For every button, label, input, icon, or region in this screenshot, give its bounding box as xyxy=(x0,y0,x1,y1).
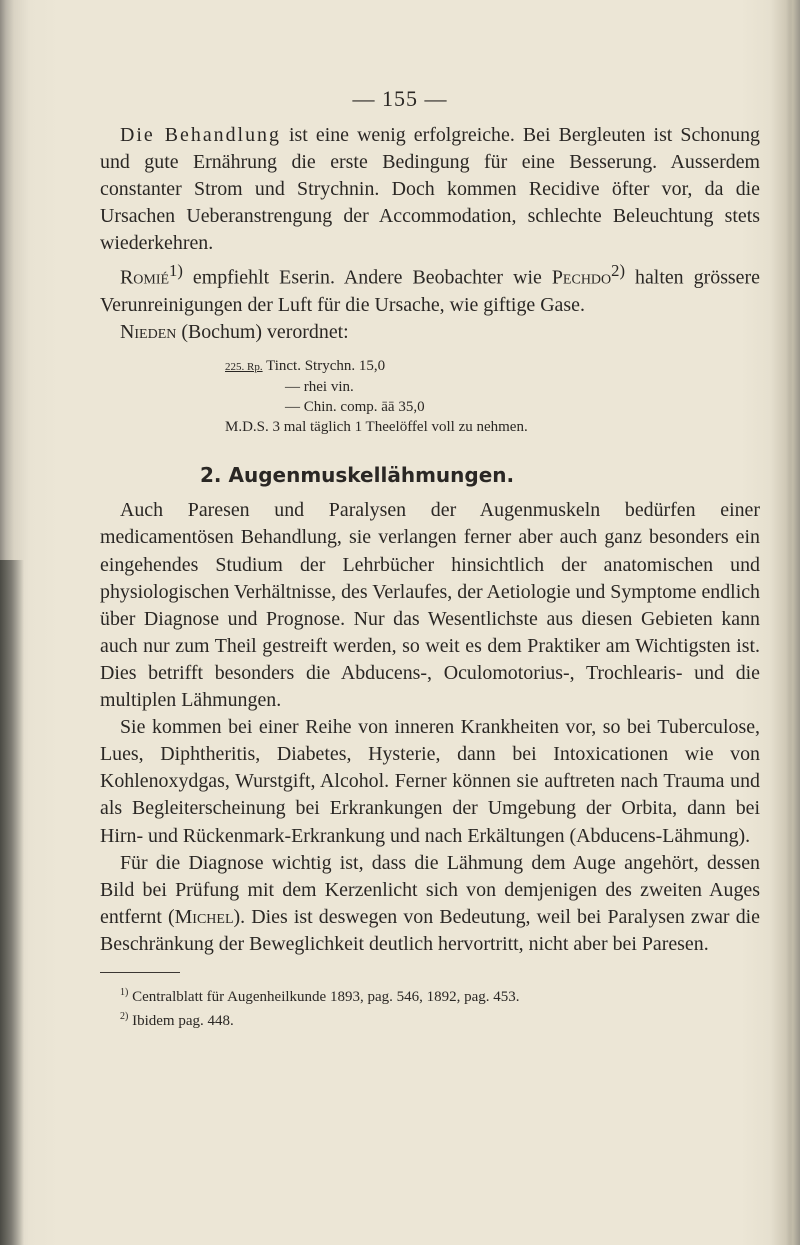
page-number: — 155 — xyxy=(352,86,448,111)
footnotes xyxy=(100,983,760,1031)
prescription-line xyxy=(225,417,760,437)
page-edge xyxy=(788,0,800,1245)
footnote-divider xyxy=(100,972,180,973)
author-name: Pechdo xyxy=(551,267,612,290)
author-name: Nieden xyxy=(120,321,177,344)
footnote-text: Centralblatt für Augenheilkunde 1893, pag. 546, 1892, pag. 453. xyxy=(132,988,520,1005)
paragraph-text: halten grössere Verunreinigungen der Luft für die Ursache, wie giftige Gase. xyxy=(100,267,760,317)
lead-term: Die Behandlung xyxy=(120,124,281,146)
paragraph-treatment xyxy=(100,122,760,257)
paragraph-causes: Sie kommen bei einer Reihe von inneren Krankheiten vor, so bei Tuberculose, Lues, Diphtheritis, Diabetes, Hysterie, dann bei Intoxicationen wie von Kohlenoxydgas, Wurstgift, Alcohol. Ferner können sie auftreten nach Trauma und als Begleiterscheinung bei Erkrankungen der Umgebung der Orbita, dann bei Hirn- und Rückenmark-Erkrankung und nach Erkältungen (Abducens-Lähmung). xyxy=(100,716,760,847)
paragraph-text: ). Dies ist deswegen von Bedeutung, weil bei Paralysen zwar die Beschränkung der Beweglichkeit deutlich hervortritt, nicht aber bei Paresen. xyxy=(100,905,760,955)
prescription xyxy=(225,356,760,437)
prescription-item: — rhei vin. xyxy=(285,379,354,396)
paragraph-diagnosis xyxy=(100,850,760,958)
footnote-ref: 1) xyxy=(169,261,183,281)
prescription-line xyxy=(225,377,760,397)
footnote-text: Ibidem pag. 448. xyxy=(132,1012,234,1029)
paragraph-paresen: Auch Paresen und Paralysen der Augenmuskeln bedürfen einer medicamentösen Behandlung, sie verlangen ferner aber auch ganz besonders ein eingehendes Studium der Lehrbücher hinsichtlich der anatomischen und physiologischen Verhältnisse, des Verlaufes, der Aetiologie und Symptome endlich über Diagnose und Prognose. Nur das Wesentlichste aus diesen Gebieten kann auch nur zum Theil gestreift werden, so weit es dem Praktiker am Wichtigsten ist. Dies betrifft besonders die Abducens-, Oculomotorius-, Trochlearis- und die multiplen Lähmungen. xyxy=(100,499,760,712)
author-name: Michel xyxy=(174,905,234,928)
section-heading: 2. Augenmuskellähmungen. xyxy=(200,463,515,488)
prescription-item: Tinct. Strychn. 15,0 xyxy=(266,358,386,375)
paragraph-romie xyxy=(100,257,760,319)
prescription-item: — Chin. comp. āā 35,0 xyxy=(285,399,425,416)
prescription-number: 225. Rp. xyxy=(225,361,263,374)
paragraph-text: Für die Diagnose wichtig ist, dass die Lähmung dem Auge angehört, dessen Bild bei Prüfung mit dem Kerzenlicht sich von demjenigen des zweiten Auges entfernt ( xyxy=(100,851,760,928)
footnote-ref: 2) xyxy=(611,261,625,281)
page-body xyxy=(100,122,760,1031)
binding-shadow xyxy=(0,560,24,1245)
paragraph-text: (Bochum) verordnet: xyxy=(181,321,349,344)
author-name: Romié xyxy=(120,267,170,290)
paragraph-nieden xyxy=(100,319,760,346)
prescription-line xyxy=(225,356,760,377)
footnote xyxy=(120,1007,760,1031)
footnote xyxy=(120,983,760,1007)
footnote-marker: 2) xyxy=(120,1010,129,1022)
paragraph-text: ist eine wenig erfolgreiche. Bei Bergleuten ist Schonung und gute Ernährung die erste Bedingung für eine Besserung. Ausserdem constanter Strom und Strychnin. Doch kommen Recidive öfter vor, da die Ursachen Ueberanstrengung der Accommodation, schlechte Beleuchtung stets wiederkehren. xyxy=(100,124,760,255)
footnote-marker: 1) xyxy=(120,986,129,998)
prescription-item: M.D.S. 3 mal täglich 1 Theelöffel voll zu nehmen. xyxy=(225,419,528,436)
paragraph-text: empfiehlt Eserin. Andere Beobachter wie xyxy=(192,267,542,290)
prescription-line xyxy=(225,397,760,417)
